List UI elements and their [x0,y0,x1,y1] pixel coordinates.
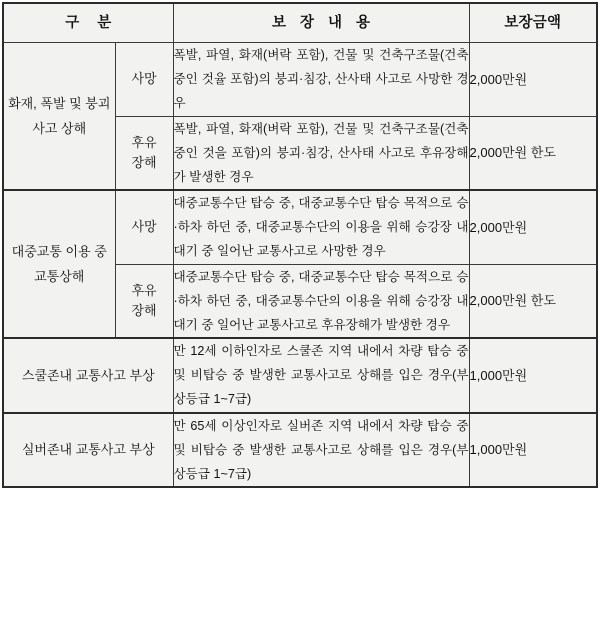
category-line: 교통상해 [34,269,85,285]
table-row [3,338,597,413]
subcategory-cell-disability [115,116,173,190]
amount-cell: 2,000만원 [469,190,597,264]
category-line: 대중교통 이용 중 [11,243,107,259]
category-cell-school-zone [3,338,173,413]
subcategory-cell-death [115,190,173,264]
category-line: 사고 상해 [32,121,87,137]
table-row [3,190,597,264]
category-cell-fire [3,43,115,191]
category-line: 화재, 폭발 및 붕괴 [8,95,111,111]
description-cell: 폭발, 파열, 화재(벼락 포함), 건물 및 건축구조물(건축 중인 것을 포함)의 붕괴·침강, 산사태 사고로 후유장해가 발생한 경우 [173,116,469,190]
amount-cell: 2,000만원 한도 [469,116,597,190]
category-cell-silver-zone [3,413,173,488]
description-cell: 대중교통수단 탑승 중, 대중교통수단 탑승 목적으로 승·하차 하던 중, 대중교통수단의 이용을 위해 승강장 내 대기 중 일어난 교통사고로 후유장해가 발생한 경우 [173,264,469,338]
description-cell: 만 65세 이상인자로 실버존 지역 내에서 차량 탑승 중 및 비탑승 중 발생한 교통사고로 상해를 입은 경우(부상등급 1~7급) [173,413,469,488]
column-header-description: 보 장 내 용 [173,3,469,43]
category-line: 스쿨존내 교통사고 부상 [21,367,155,383]
category-cell-public-transport [3,190,115,338]
table-body [3,43,597,488]
subcategory-line: 장해 [131,302,157,318]
subcategory-line: 사망 [131,219,157,235]
subcategory-line: 장해 [131,154,157,170]
table-header [3,3,597,43]
column-header-amount: 보장금액 [469,3,597,43]
subcategory-line: 후유 [131,134,157,150]
description-cell: 폭발, 파열, 화재(벼락 포함), 건물 및 건축구조물(건축 중인 것율 포함)의 붕괴·침강, 산사태 사고로 사망한 경우 [173,43,469,117]
amount-cell: 2,000만원 [469,43,597,117]
amount-cell: 2,000만원 한도 [469,264,597,338]
amount-cell: 1,000만원 [469,413,597,488]
table-row [3,43,597,117]
subcategory-cell-death [115,43,173,117]
description-cell: 대중교통수단 탑승 중, 대중교통수단 탑승 목적으로 승·하차 하던 중, 대중교통수단의 이용을 위해 승강장 내 대기 중 일어난 교통사고로 사망한 경우 [173,190,469,264]
subcategory-line: 후유 [131,282,157,298]
table-row [3,413,597,488]
description-cell: 만 12세 이하인자로 스쿨존 지역 내에서 차량 탑승 중 및 비탑승 중 발생한 교통사고로 상해를 입은 경우(부상등급 1~7급) [173,338,469,413]
subcategory-cell-disability [115,264,173,338]
column-header-category: 구 분 [3,3,173,43]
header-row [3,3,597,43]
category-line: 실버존내 교통사고 부상 [21,442,155,458]
subcategory-line: 사망 [131,71,157,87]
amount-cell: 1,000만원 [469,338,597,413]
coverage-table [2,2,598,488]
